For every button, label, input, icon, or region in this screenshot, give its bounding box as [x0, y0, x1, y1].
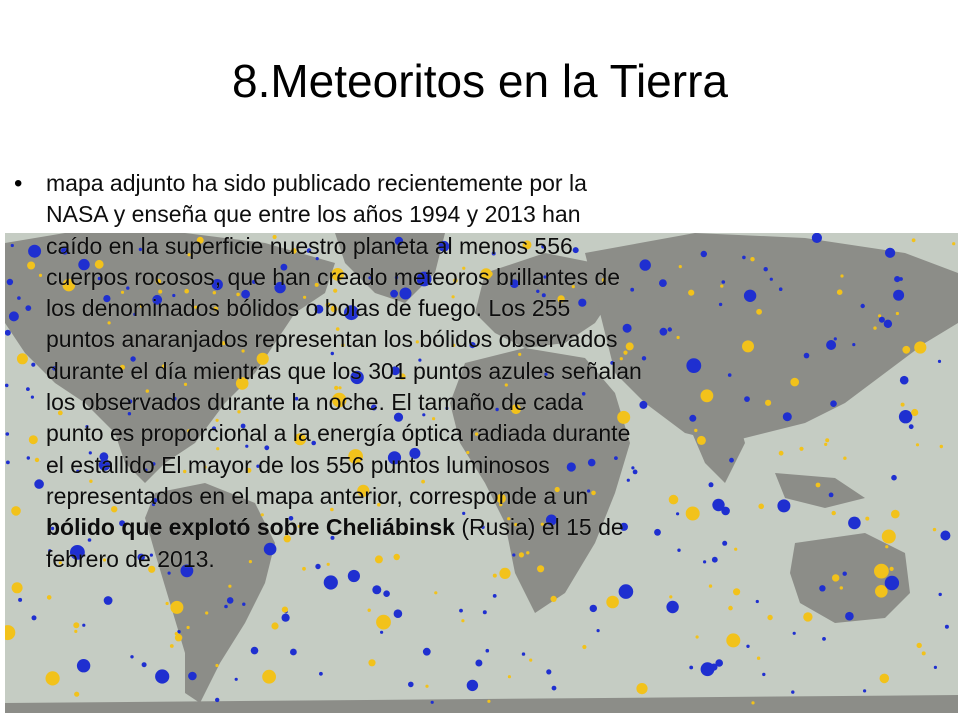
night-bolide-dot	[822, 637, 826, 641]
night-bolide-dot	[934, 666, 937, 669]
day-bolide-dot	[709, 584, 712, 587]
night-bolide-dot	[939, 593, 942, 596]
night-bolide-dot	[282, 614, 290, 622]
night-bolide-dot	[227, 597, 234, 604]
night-bolide-dot	[893, 290, 904, 301]
day-bolide-dot	[840, 274, 843, 277]
day-bolide-dot	[29, 435, 38, 444]
day-bolide-dot	[728, 606, 733, 611]
day-bolide-dot	[832, 511, 836, 515]
night-bolide-dot	[891, 475, 897, 481]
day-bolide-dot	[751, 701, 754, 704]
day-bolide-dot	[885, 545, 888, 548]
night-bolide-dot	[938, 360, 941, 363]
day-bolide-dot	[47, 595, 52, 600]
night-bolide-dot	[28, 245, 41, 258]
day-bolide-dot	[368, 659, 375, 666]
night-bolide-dot	[770, 278, 773, 281]
day-bolide-dot	[11, 506, 21, 516]
day-bolide-dot	[767, 615, 772, 620]
night-bolide-dot	[215, 698, 219, 702]
night-bolide-dot	[746, 645, 749, 648]
day-bolide-dot	[27, 262, 35, 270]
day-bolide-dot	[750, 257, 754, 261]
night-bolide-dot	[372, 585, 381, 594]
day-bolide-dot	[74, 630, 77, 633]
night-bolide-dot	[861, 304, 865, 308]
day-bolide-dot	[170, 644, 174, 648]
day-bolide-dot	[166, 602, 169, 605]
night-bolide-dot	[642, 356, 646, 360]
night-bolide-dot	[486, 649, 490, 653]
day-bolide-dot	[73, 622, 79, 628]
day-bolide-dot	[434, 591, 437, 594]
night-bolide-dot	[719, 303, 722, 306]
day-bolide-dot	[529, 659, 532, 662]
day-bolide-dot	[282, 607, 288, 613]
day-bolide-dot	[271, 622, 278, 629]
day-bolide-dot	[696, 635, 699, 638]
night-bolide-dot	[709, 482, 714, 487]
night-bolide-dot	[522, 652, 525, 655]
day-bolide-dot	[487, 700, 490, 703]
day-bolide-dot	[582, 645, 586, 649]
day-bolide-dot	[35, 458, 39, 462]
day-bolide-dot	[74, 692, 79, 697]
day-bolide-dot	[228, 585, 231, 588]
day-bolide-dot	[726, 633, 740, 647]
night-bolide-dot	[884, 320, 892, 328]
night-bolide-dot	[885, 248, 895, 258]
night-bolide-dot	[695, 362, 698, 365]
night-bolide-dot	[670, 603, 673, 606]
day-bolide-dot	[461, 619, 464, 622]
night-bolide-dot	[130, 655, 133, 658]
night-bolide-dot	[25, 305, 31, 311]
night-bolide-dot	[722, 541, 727, 546]
night-bolide-dot	[762, 673, 765, 676]
night-bolide-dot	[793, 632, 796, 635]
day-bolide-dot	[790, 378, 799, 387]
night-bolide-dot	[668, 327, 672, 331]
night-bolide-dot	[590, 605, 597, 612]
day-bolide-dot	[890, 567, 894, 571]
night-bolide-dot	[383, 590, 390, 597]
day-bolide-dot	[912, 238, 916, 242]
night-bolide-dot	[82, 624, 85, 627]
day-bolide-dot	[916, 443, 919, 446]
night-bolide-dot	[783, 412, 792, 421]
night-bolide-dot	[677, 549, 680, 552]
night-bolide-dot	[721, 507, 730, 516]
day-bolide-dot	[669, 495, 679, 505]
night-bolide-dot	[834, 337, 837, 340]
day-bolide-dot	[39, 274, 42, 277]
day-bolide-dot	[837, 289, 843, 295]
night-bolide-dot	[742, 256, 746, 260]
day-bolide-dot	[843, 457, 846, 460]
day-bolide-dot	[636, 683, 647, 694]
day-bolide-dot	[694, 429, 697, 432]
night-bolide-dot	[380, 631, 383, 634]
day-bolide-dot	[170, 601, 183, 614]
night-bolide-dot	[701, 251, 707, 257]
day-bolide-dot	[917, 643, 922, 648]
day-bolide-dot	[779, 451, 784, 456]
night-bolide-dot	[319, 672, 323, 676]
day-bolide-dot	[734, 548, 737, 551]
night-bolide-dot	[744, 396, 750, 402]
night-bolide-dot	[104, 596, 113, 605]
day-bolide-dot	[733, 588, 740, 595]
night-bolide-dot	[9, 311, 19, 321]
night-bolide-dot	[5, 330, 11, 336]
day-bolide-dot	[952, 242, 955, 245]
night-bolide-dot	[475, 660, 482, 667]
night-bolide-dot	[843, 572, 847, 576]
night-bolide-dot	[17, 296, 21, 300]
night-bolide-dot	[155, 669, 169, 683]
night-bolide-dot	[251, 647, 259, 655]
day-bolide-dot	[816, 483, 821, 488]
night-bolide-dot	[423, 648, 431, 656]
day-bolide-dot	[697, 436, 706, 445]
night-bolide-dot	[224, 605, 228, 609]
day-bolide-dot	[865, 517, 869, 521]
night-bolide-dot	[899, 410, 912, 423]
day-bolide-dot	[880, 674, 890, 684]
day-bolide-dot	[205, 611, 208, 614]
day-bolide-dot	[840, 586, 843, 589]
night-bolide-dot	[493, 594, 497, 598]
day-bolide-dot	[720, 285, 723, 288]
day-bolide-dot	[891, 510, 900, 519]
night-bolide-dot	[812, 233, 822, 243]
day-bolide-dot	[425, 685, 428, 688]
day-bolide-dot	[902, 346, 910, 354]
day-bolide-dot	[175, 634, 182, 641]
night-bolide-dot	[11, 244, 14, 247]
day-bolide-dot	[215, 664, 218, 667]
night-bolide-dot	[6, 432, 10, 436]
night-bolide-dot	[819, 585, 825, 591]
day-bolide-dot	[757, 657, 760, 660]
slide-title: 8.Meteoritos en la Tierra	[231, 55, 728, 107]
day-bolide-dot	[742, 340, 754, 352]
day-bolide-dot	[677, 336, 680, 339]
day-bolide-dot	[376, 615, 391, 630]
night-bolide-dot	[845, 612, 854, 621]
day-bolide-dot	[187, 626, 190, 629]
day-bolide-dot	[832, 574, 839, 581]
night-bolide-dot	[34, 479, 44, 489]
day-bolide-dot	[922, 651, 926, 655]
night-bolide-dot	[826, 340, 836, 350]
night-bolide-dot	[188, 672, 197, 681]
night-bolide-dot	[654, 529, 661, 536]
day-bolide-dot	[46, 671, 60, 685]
night-bolide-dot	[940, 531, 950, 541]
night-bolide-dot	[689, 666, 693, 670]
night-bolide-dot	[863, 689, 866, 692]
day-bolide-dot	[875, 585, 888, 598]
night-bolide-dot	[909, 424, 914, 429]
day-bolide-dot	[758, 504, 764, 510]
night-bolide-dot	[31, 396, 34, 399]
night-bolide-dot	[829, 493, 834, 498]
night-bolide-dot	[242, 603, 245, 606]
day-bolide-dot	[12, 582, 23, 593]
night-bolide-dot	[324, 575, 338, 589]
night-bolide-dot	[5, 384, 9, 388]
day-bolide-dot	[669, 595, 672, 598]
day-bolide-dot	[606, 596, 619, 609]
night-bolide-dot	[6, 461, 10, 465]
night-bolide-dot	[7, 279, 13, 285]
night-bolide-dot	[142, 662, 147, 667]
day-bolide-dot	[824, 443, 827, 446]
night-bolide-dot	[764, 267, 768, 271]
night-bolide-dot	[666, 601, 678, 613]
day-bolide-dot	[765, 400, 771, 406]
night-bolide-dot	[408, 682, 414, 688]
night-bolide-dot	[26, 387, 30, 391]
night-bolide-dot	[945, 625, 949, 629]
night-bolide-dot	[703, 560, 706, 563]
day-bolide-dot	[882, 530, 896, 544]
day-bolide-dot	[508, 675, 511, 678]
night-bolide-dot	[852, 343, 855, 346]
night-bolide-dot	[27, 456, 30, 459]
night-bolide-dot	[722, 280, 726, 284]
night-bolide-dot	[552, 686, 557, 691]
night-bolide-dot	[885, 576, 899, 590]
slide-body-text	[46, 168, 642, 575]
day-bolide-dot	[368, 609, 371, 612]
night-bolide-dot	[804, 353, 810, 359]
night-bolide-dot	[744, 290, 756, 302]
night-bolide-dot	[791, 690, 794, 693]
night-bolide-dot	[31, 363, 35, 367]
night-bolide-dot	[290, 649, 297, 656]
day-bolide-dot	[756, 309, 762, 315]
day-bolide-dot	[914, 341, 926, 353]
day-bolide-dot	[799, 447, 803, 451]
night-bolide-dot	[830, 400, 837, 407]
night-bolide-dot	[712, 557, 718, 563]
bullet-point: •	[14, 170, 23, 197]
night-bolide-dot	[686, 358, 701, 373]
day-bolide-dot	[873, 326, 876, 329]
night-bolide-dot	[894, 276, 900, 282]
night-bolide-dot	[710, 664, 717, 671]
day-bolide-dot	[262, 670, 276, 684]
night-bolide-dot	[728, 373, 732, 377]
night-bolide-dot	[756, 600, 759, 603]
night-bolide-dot	[729, 458, 734, 463]
night-bolide-dot	[459, 609, 463, 613]
day-bolide-dot	[17, 353, 28, 364]
day-bolide-dot	[825, 438, 829, 442]
day-bolide-dot	[911, 409, 918, 416]
night-bolide-dot	[900, 376, 909, 385]
night-bolide-dot	[394, 609, 403, 618]
night-bolide-dot	[689, 415, 696, 422]
night-bolide-dot	[659, 279, 667, 287]
day-bolide-dot	[679, 265, 682, 268]
day-bolide-dot	[551, 596, 557, 602]
night-bolide-dot	[32, 615, 37, 620]
body-text-bold: bólido que explotó sobre Cheliábinsk	[46, 514, 455, 541]
day-bolide-dot	[686, 507, 700, 521]
night-bolide-dot	[676, 512, 679, 515]
day-bolide-dot	[803, 612, 812, 621]
day-bolide-dot	[878, 314, 881, 317]
night-bolide-dot	[235, 678, 238, 681]
night-bolide-dot	[777, 499, 790, 512]
body-text-end: (Rusia) el 15 de febrero de 2013.	[46, 514, 624, 572]
day-bolide-dot	[701, 389, 714, 402]
night-bolide-dot	[18, 598, 22, 602]
day-bolide-dot	[940, 445, 943, 448]
night-bolide-dot	[546, 669, 551, 674]
night-bolide-dot	[660, 328, 668, 336]
body-text-main: mapa adjunto ha sido publicado recientemente por la NASA y enseña que entre los años 1994 y 2013 han caído en la superficie nuestro planeta al menos 556 cuerpos rocosos, que han creado meteoros brillantes de los denominados bólidos o bolas de fuego. Los 255 puntos anaranjados representan los bólidos observados durante el día mientras que los 301 puntos azules señalan los observados durante la noche. El tamaño de cada punto es proporcional a la energía óptica radiada durante el estallido El mayor de los 556 puntos luminosos representados en el mapa anterior, corresponde a un	[46, 170, 642, 509]
night-bolide-dot	[597, 629, 600, 632]
night-bolide-dot	[431, 701, 434, 704]
night-bolide-dot	[848, 517, 861, 530]
night-bolide-dot	[779, 287, 783, 291]
day-bolide-dot	[688, 290, 694, 296]
day-bolide-dot	[896, 312, 899, 315]
night-bolide-dot	[467, 680, 478, 691]
night-bolide-dot	[483, 610, 487, 614]
night-bolide-dot	[619, 584, 634, 599]
day-bolide-dot	[933, 528, 936, 531]
night-bolide-dot	[879, 317, 885, 323]
night-bolide-dot	[77, 659, 90, 672]
day-bolide-dot	[874, 564, 889, 579]
day-bolide-dot	[901, 403, 905, 407]
